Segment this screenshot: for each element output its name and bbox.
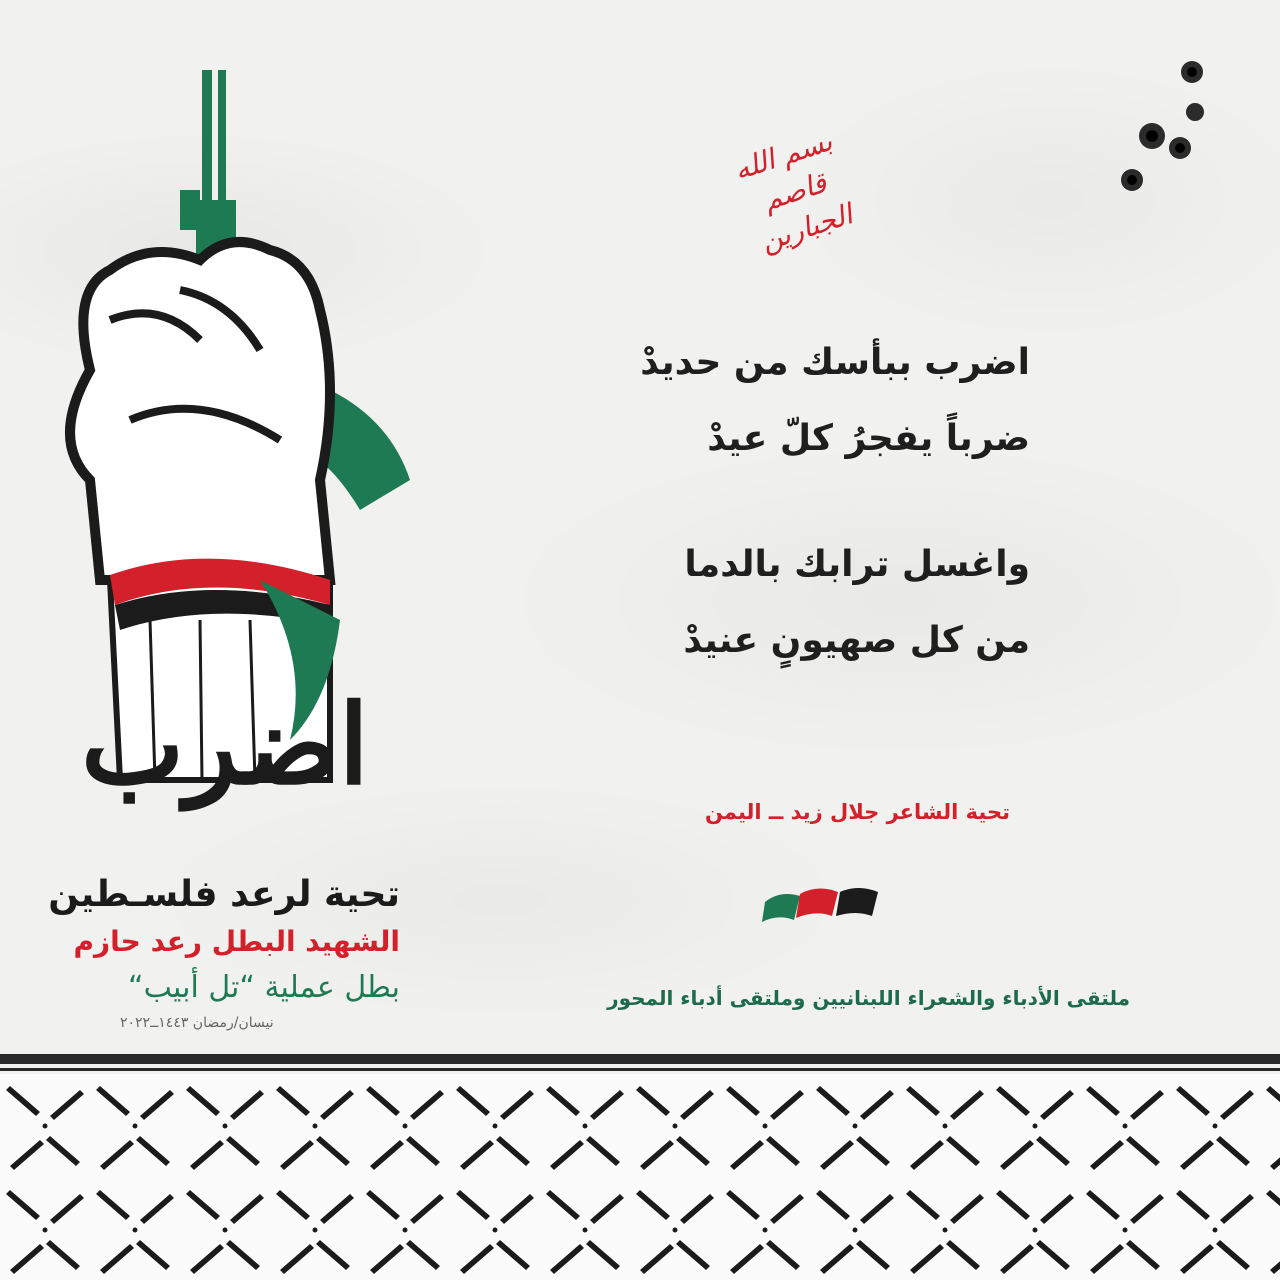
bullet-pattern xyxy=(0,1074,1280,1280)
divider-thin xyxy=(0,1068,1280,1071)
operation-name: بطل عملية “تل أبيب“ xyxy=(128,970,400,1005)
date-text: نيسان/رمضان ١٤٤٣ــ٢٠٢٢ xyxy=(120,1015,274,1031)
slogan: اضرب xyxy=(80,680,370,809)
poem xyxy=(600,340,1030,694)
poem-line-4: من كل صهيونٍ عنيدْ xyxy=(683,620,1030,661)
flags xyxy=(760,882,880,926)
poem-line-2: ضرباً يفجرُ كلّ عيدْ xyxy=(707,418,1030,459)
bullet-hole-icon xyxy=(1121,61,1204,191)
poem-line-3: واغسل ترابك بالدما xyxy=(684,544,1030,585)
flag-icon xyxy=(762,888,878,922)
poem-line-1: اضرب ببأسك من حديدْ xyxy=(640,342,1030,383)
left-titles xyxy=(30,870,400,1034)
calligraphy-text: بسم الله قاصم الجبارين xyxy=(730,124,857,258)
divider-thick xyxy=(0,1054,1280,1064)
poet-greeting: تحية الشاعر جلال زيد ــ اليمن xyxy=(704,800,1010,824)
bullet-pattern-icon xyxy=(0,1074,1280,1280)
calligraphy-block xyxy=(720,95,870,258)
forum-name: ملتقى الأدباء والشعراء اللبنانيين وملتقى أدباء المحور xyxy=(607,986,1130,1010)
bullet-holes xyxy=(1110,50,1220,200)
title: تحية لرعد فلسـطين xyxy=(48,874,400,915)
martyr-name: الشهيد البطل رعد حازم xyxy=(73,925,400,958)
